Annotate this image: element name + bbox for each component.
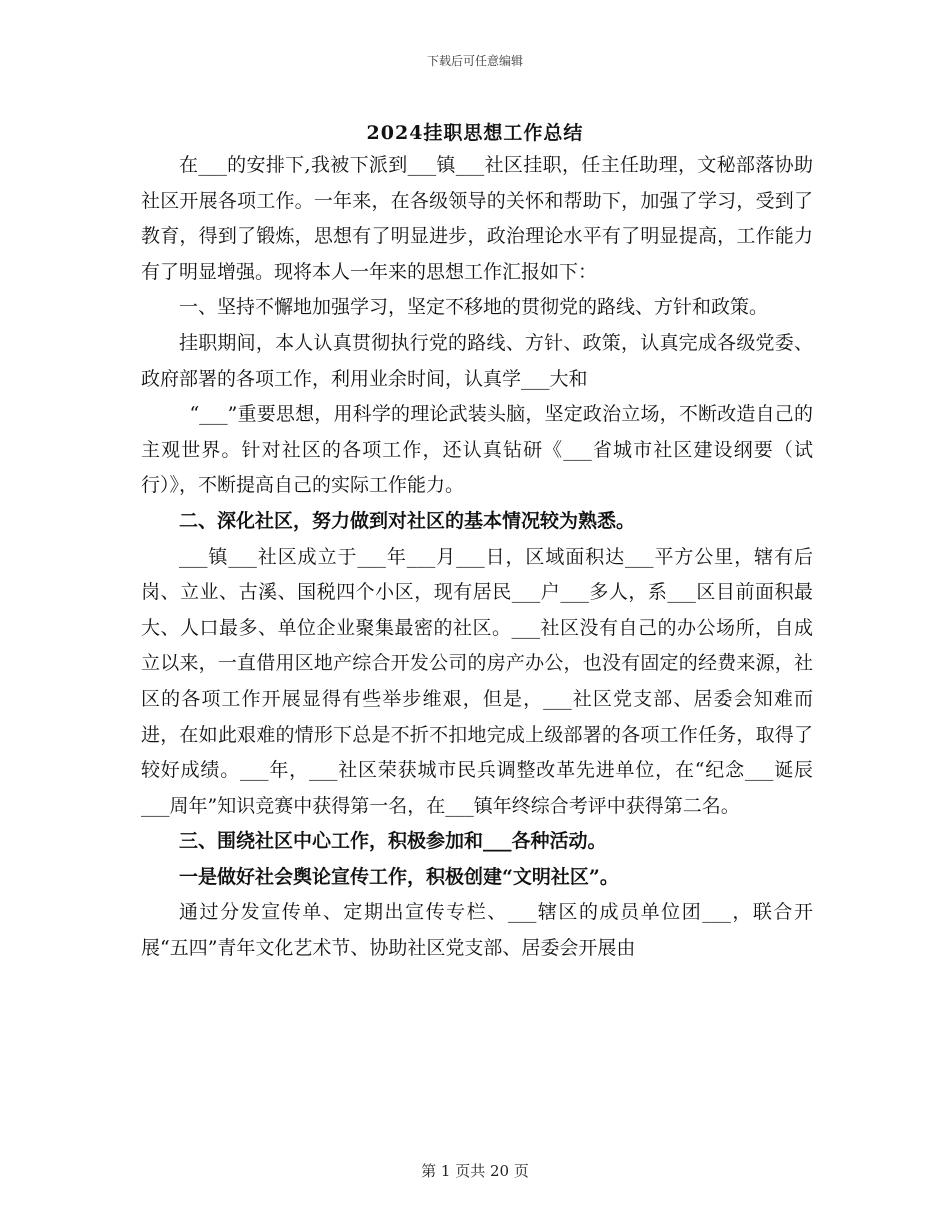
document-title: 2024挂职思想工作总结 <box>366 122 584 144</box>
paragraph-intro: 在___的安排下,我被下派到___镇___社区挂职，任主任助理，文秘部落协助社区开展各项工作。一年来，在各级领导的关怀和帮助下，加强了学习，受到了教育，得到了锻炼，思想有了明显进步，政治理论水平有了明显提高，工作能力有了明显增强。现将本人一年来的思想工作汇报如下： <box>141 154 813 283</box>
paragraph-publicity: 通过分发宣传单、定期出宣传专栏、___辖区的成员单位团___，联合开展“五四”青年文化艺术节、协助社区党支部、居委会开展由 <box>141 901 813 960</box>
paragraph-community: ___镇___社区成立于___年___月___日，区域面积达___平方公里，辖有后岗、立业、古溪、国税四个小区，现有居民___户___多人，系___区目前面积最大、人口最多、单位企业聚集最密的社区。___社区没有自己的办公场所，自成立以来，一直借用区地产综合开发公司的房产办公，也没有固定的经费来源，社区的各项工作开展显得有些举步维艰，但是，___社区党支部、居委会知难而进，在如此艰难的情形下总是不折不扣地完成上级部署的各项工作任务，取得了较好成绩。___年，___社区荣获城市民兵调整改革先进单位，在“纪念___诞辰___周年”知识竞赛中获得第一名，在___镇年终综合考评中获得第二名。 <box>141 545 813 817</box>
page-header: 下载后可任意编辑 <box>426 54 523 68</box>
page-footer: 第 1 页共 20 页 <box>421 1162 529 1180</box>
paragraph-study-continued: “___”重要思想，用科学的理论武装头脑，坚定政治立场，不断改造自己的主观世界。针对社区的各项工作，还认真钻研《___省城市社区建设纲要（试行）》，不断提高自己的实际工作能力。 <box>141 403 813 497</box>
subsection-heading-1: 一是做好社会舆论宣传工作，积极创建“文明社区”。 <box>179 865 619 888</box>
document-body <box>141 148 813 967</box>
section-heading-3: 三、围绕社区中心工作，积极参加和___各种活动。 <box>179 830 607 853</box>
paragraph-study: 挂职期间，本人认真贯彻执行党的路线、方针、政策，认真完成各级党委、政府部署的各项工作，利用业余时间，认真学___大和 <box>141 331 813 390</box>
section-heading-1: 一、坚持不懈地加强学习，坚定不移地的贯彻党的路线、方针和政策。 <box>179 296 769 319</box>
section-heading-2: 二、深化社区，努力做到对社区的基本情况较为熟悉。 <box>179 509 636 532</box>
